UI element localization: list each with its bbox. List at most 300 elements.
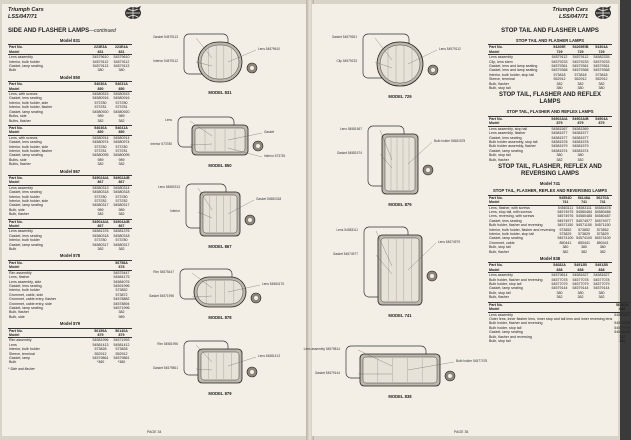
row-description: Rim assembly: [9, 270, 32, 275]
row-value: 54580515: [92, 92, 109, 97]
row-description: Interior, bulb holder: [9, 238, 40, 243]
row-description: Gasket, lamp seating: [9, 305, 43, 310]
row-value: 989: [118, 207, 125, 212]
part-no-label: Part No.: [488, 116, 549, 121]
row-value: 382: [598, 295, 605, 300]
triumph-globe-logo: [594, 6, 612, 20]
part-no-label: Part No.: [8, 328, 90, 333]
row-description: Rim assembly: [9, 338, 32, 343]
parts-table: [488, 116, 612, 162]
model-label: Model: [488, 200, 556, 205]
callout-label: Gasket: [264, 130, 275, 134]
row-value: 54577078: [551, 277, 568, 282]
row-value: 54574975: [557, 209, 574, 214]
parts-table: [8, 175, 132, 217]
bulb: [431, 68, 435, 72]
row-value: 989: [97, 114, 104, 119]
row-value: 54581579: [572, 144, 589, 149]
row-description: Gasket, lamp seating: [9, 64, 43, 69]
bulb: [256, 144, 260, 148]
row-value: 54581376: [92, 229, 109, 234]
part-number-cell: 223Е4А: [111, 45, 132, 50]
row-value: 54579861: [113, 356, 130, 360]
parts-table: [8, 44, 132, 72]
callout-label: Gasket 54579144: [314, 371, 340, 375]
row-value: 380: [581, 245, 588, 250]
bulb: [448, 374, 452, 378]
row-description: Bulb, stop tail: [489, 153, 511, 158]
part-no-label: Part No.: [8, 219, 90, 224]
row-value: 54571150: [557, 223, 574, 228]
row-description: Interior, bulb holder, side: [9, 100, 49, 105]
row-value: 573780: [115, 194, 128, 199]
row-description: Bulb, stop tail: [489, 245, 511, 250]
row-value: 54578882: [113, 297, 130, 302]
part-number-cell: 54904А: [591, 116, 612, 121]
bulb: [250, 370, 254, 374]
left-exploded-illustrations: [136, 14, 304, 424]
row-value: 54574100: [576, 236, 593, 241]
model-cell: 838: [613, 307, 631, 312]
row-description: Bulb, side: [9, 207, 25, 212]
row-description: Bulb, stop tail: [489, 290, 511, 295]
exploded-view: [149, 269, 284, 320]
row-value: 382: [97, 118, 104, 123]
row-description: Gasket, lens seating: [9, 283, 42, 288]
row-value: 54579112: [572, 55, 589, 60]
model-label: MODEL 878: [208, 315, 232, 320]
model-cell: 838: [549, 268, 570, 273]
model-cell: 741: [556, 200, 575, 205]
row-description: Grommet, cable entry, flasher: [9, 297, 57, 302]
row-value: 54574100: [557, 236, 574, 241]
model-cell: 850: [111, 130, 132, 135]
table-row: [488, 250, 612, 254]
row-description: Gasket, lamp seating: [489, 286, 523, 291]
row-description: Lens, with screws: [9, 135, 38, 140]
row-description: Sleeve, terminal: [9, 351, 35, 356]
row-value: 573818: [574, 72, 587, 77]
row-value: 380: [556, 86, 563, 91]
row-value: 573828: [94, 347, 107, 352]
row-value: 382: [562, 249, 569, 254]
row-value: 54580920: [113, 109, 130, 114]
row-value: 54579233: [593, 59, 610, 64]
row-description: Sleeve, terminal: [489, 77, 515, 82]
part-number-cell: 54912В: [591, 263, 612, 268]
row-description: Gasket, lens and lamp seating: [489, 68, 538, 73]
model-label: Model: [8, 130, 90, 135]
part-number-cell: 54904А/В: [111, 219, 132, 224]
part-number-cell: 56140А: [111, 328, 132, 333]
part-number-cell: 54902А/В: [570, 116, 591, 121]
row-value: 54579814: [551, 273, 568, 278]
row-value: 54581577: [572, 135, 589, 140]
model-label: MODEL 867: [208, 244, 232, 249]
row-value: 54580487: [594, 214, 611, 219]
row-value: 382: [577, 295, 584, 300]
callout-label: Lens 54581567: [340, 127, 362, 131]
row-value: 54580317: [113, 242, 130, 247]
lamp-lens: [201, 45, 239, 79]
row-description: Interior, bulb holder: [9, 194, 40, 199]
row-description: Bulb holder, flasher and reversing: [489, 321, 543, 326]
row-value: 54581578: [551, 139, 568, 144]
model-cell: 879: [549, 121, 570, 126]
row-description: Bulb holder, stop tail: [489, 282, 522, 287]
model-cell: 838: [591, 268, 612, 273]
row-value: 573780: [94, 238, 107, 243]
parts-table: [8, 81, 132, 123]
row-description: Gasket, lamp seating: [9, 203, 43, 208]
row-description: Lens, flasher, with screws: [489, 205, 530, 210]
row-description: Bulbs, flasher: [9, 162, 31, 167]
left-parts-column: [8, 26, 132, 371]
row-value: 573852: [559, 227, 572, 232]
callout-label: Interior 573780: [150, 142, 172, 146]
part-number-cell: 54269Е: [549, 45, 570, 50]
lamp-lens: [381, 238, 419, 302]
row-value: 382: [118, 310, 125, 315]
part-no-label: Part No.: [488, 263, 549, 268]
row-value: 552912: [595, 77, 608, 82]
left-page-header: Triumph Cars LSS/047/71: [8, 7, 44, 20]
bulb: [248, 218, 252, 222]
row-value: 850441: [559, 240, 572, 245]
row-value: 54579610: [113, 55, 130, 60]
model-cell: 729: [549, 50, 570, 55]
row-value: 54580974: [92, 140, 109, 145]
row-value: 54580974: [113, 140, 130, 145]
bulb: [426, 168, 430, 172]
row-value: 54581577: [551, 135, 568, 140]
row-description: Lens, reversing, with screws: [489, 214, 535, 219]
row-value: 382: [118, 118, 125, 123]
row-value: 54584175: [113, 275, 130, 280]
model-cell: 831: [111, 50, 132, 55]
row-value: 54580486: [594, 209, 611, 214]
table-row: [8, 119, 132, 123]
row-value: 54577079: [572, 282, 589, 287]
parts-table: [488, 195, 612, 254]
row-description: Bulb, flasher: [489, 249, 509, 254]
part-number-cell: 54554D: [556, 195, 575, 200]
row-description: Bulbs, flasher: [9, 118, 31, 123]
row-value: 54581627: [572, 273, 589, 278]
row-value: 54581376: [113, 229, 130, 234]
row-description: Lens, flasher: [9, 275, 30, 280]
row-value: 54581567: [551, 126, 568, 131]
row-value: 382: [577, 81, 584, 86]
model-label: Model: [488, 307, 613, 312]
callout-label: Interior: [170, 209, 180, 213]
part-number-cell: 54630А: [90, 82, 111, 87]
model-heading: Model 850: [59, 74, 81, 80]
row-value: 54579610: [92, 55, 109, 60]
right-exploded-illustrations: [303, 14, 488, 424]
part-no-label: Part No.: [488, 195, 556, 200]
callout-label: Lens 54579112: [439, 47, 461, 51]
row-description: Gasket, lens seating: [9, 140, 42, 145]
row-description: Bulb: [9, 360, 17, 365]
table-row: [488, 86, 612, 90]
part-number-cell: 54902А/А: [90, 175, 111, 180]
row-value: 54571993: [113, 338, 130, 343]
model-label: MODEL 729: [388, 94, 412, 99]
model-label: Model: [8, 224, 90, 229]
row-value: 573818: [595, 72, 608, 77]
model-cell: 729: [570, 50, 591, 55]
parts-table: [488, 302, 631, 344]
row-description: Clip, lens stem: [489, 59, 513, 64]
row-description: Bulb, stop tail: [489, 338, 511, 343]
callout-label: Lens 54579610: [258, 47, 280, 51]
part-number-cell: 223Е3А: [90, 45, 111, 50]
callout-label: Gasket 54579113: [153, 35, 178, 39]
model-label: MODEL 831: [208, 90, 232, 95]
model-heading: STOP TAIL, FLASHER, REFLEX AND REVERSING LAMPS: [492, 188, 608, 194]
row-value: 54574976: [557, 214, 574, 219]
model-heading: STOP TAIL AND FLASHER LAMPS: [515, 38, 585, 43]
row-description: Lens assembly, stop tail: [489, 126, 528, 131]
row-value: 54580318: [92, 233, 109, 238]
row-value: 54579361: [572, 64, 589, 69]
row-value: 380: [118, 68, 125, 73]
row-value: 380: [577, 153, 584, 158]
part-no-label: Part No.: [8, 45, 90, 50]
table-row: [488, 339, 631, 343]
section-title: STOP TAIL, FLASHER, REFLEX AND REVERSING LAMPS: [498, 163, 602, 177]
callout-label: Interior 54579112: [153, 59, 178, 63]
row-value: 382: [118, 247, 125, 252]
parts-table: [488, 262, 612, 299]
row-value: 54571150: [576, 223, 592, 228]
part-number-cell: 56758А: [111, 260, 132, 265]
row-value: 54583111: [576, 205, 592, 210]
left-page-number: PAGE 34: [147, 430, 162, 434]
row-value: 552912: [94, 351, 107, 356]
row-value: 54571150: [594, 223, 611, 228]
row-description: Bulbs, side: [9, 157, 27, 162]
row-value: 54579112: [551, 55, 568, 60]
lamp-lens: [363, 357, 437, 383]
part-no-label: Part No.: [8, 125, 90, 130]
row-value: 552912: [115, 351, 128, 356]
model-label: MODEL 879: [388, 202, 412, 207]
exploded-view: [151, 117, 286, 168]
row-description: Bulb holder, flasher and reversing: [489, 223, 543, 228]
parts-table: [8, 328, 132, 365]
row-description: Grommet, cable entry, side: [9, 301, 52, 306]
row-value: 573818: [553, 72, 566, 77]
row-value: 382: [118, 212, 125, 217]
callout-label: Rim 54575447: [153, 270, 174, 274]
row-value: 573852: [578, 227, 591, 232]
row-value: 54579113: [92, 64, 109, 69]
parts-table: [8, 125, 132, 167]
row-description: Bulb holder, flasher and reversing: [489, 277, 543, 282]
model-label: Model: [488, 50, 549, 55]
model-cell: 850: [90, 87, 111, 92]
row-value: 54580095: [92, 153, 109, 158]
model-cell: 850: [90, 130, 111, 135]
row-value: 54580916: [113, 96, 130, 101]
row-value: 54581574: [572, 148, 589, 153]
row-description: Grommet, cable, side: [9, 292, 44, 297]
row-value: 54578894: [113, 301, 130, 306]
row-description: Interior, bulb holder: [9, 347, 40, 352]
row-value: 54580916: [92, 96, 109, 101]
section-title: STOP TAIL, FLASHER AND REFLEX LAMPS: [498, 92, 602, 106]
part-number-cell: 56159А: [90, 328, 111, 333]
row-value: 989: [118, 157, 125, 162]
row-description: Gasket, lamp seating: [9, 242, 43, 247]
part-number-cell: 54912В: [570, 263, 591, 268]
model-label: Model: [8, 87, 90, 92]
row-value: 54577079: [614, 325, 631, 330]
part-number-cell: 54304А: [591, 45, 612, 50]
table-row: [488, 158, 612, 162]
row-value: 382: [118, 162, 125, 167]
row-value: 54591996: [113, 283, 130, 288]
row-value: 54582437: [614, 312, 631, 317]
table-row: [8, 315, 132, 319]
lamp-lens: [195, 128, 245, 152]
row-value: 380: [577, 86, 584, 91]
callout-label: Gasket 54580318: [256, 197, 282, 201]
part-number-cell: 54902А/В: [111, 175, 132, 180]
row-description: Lens assembly: [489, 55, 513, 60]
row-value: 54580318: [92, 190, 109, 195]
row-value: 573780: [115, 100, 128, 105]
callout-label: Bulb holder 54577078: [456, 359, 488, 363]
row-value: 54581579: [551, 144, 568, 149]
row-value: 989: [97, 157, 104, 162]
exploded-view: [158, 184, 281, 249]
row-description: Gasket, lamp seating: [489, 330, 523, 335]
row-value: 382: [556, 157, 563, 162]
row-value: 380: [619, 338, 626, 343]
part-no-label: Part No.: [8, 260, 111, 265]
callout-label: Lens 54574975: [438, 240, 460, 244]
row-value: 989: [118, 114, 125, 119]
table-row: [8, 247, 132, 251]
row-value: 989: [97, 207, 104, 212]
part-no-label: Part No.: [488, 302, 613, 307]
row-description: Bulb: [9, 68, 17, 73]
row-value: 552912: [574, 77, 587, 82]
row-value: 54579144: [614, 330, 631, 335]
model-heading: Model 838: [539, 256, 561, 262]
model-cell: 879: [570, 121, 591, 126]
lamp-lens: [385, 137, 415, 191]
row-value: 54580318: [113, 233, 130, 238]
row-value: 552912: [553, 77, 566, 82]
callout-label: Lens: [165, 118, 172, 122]
row-value: 54580920: [92, 109, 109, 114]
row-value: 380: [599, 245, 606, 250]
row-value: 380: [97, 68, 104, 73]
table-row: [8, 68, 132, 72]
row-value: 382: [599, 249, 606, 254]
row-value: 54580515: [113, 92, 130, 97]
model-label: Model: [488, 121, 549, 126]
row-value: 380: [577, 290, 584, 295]
row-value: 54579361: [593, 64, 610, 69]
row-description: Interior, bulb holder, side: [9, 144, 49, 149]
row-description: Gasket, lamp seating: [489, 148, 523, 153]
row-value: 54580317: [113, 203, 130, 208]
row-value: 573852: [596, 227, 609, 232]
callout-label: Gasket 54574977: [332, 252, 358, 256]
row-value: 850441: [578, 240, 591, 245]
row-value: 54583111: [557, 205, 574, 210]
exploded-view: [332, 34, 461, 99]
row-value: 54579113: [113, 64, 130, 69]
row-value: 54581412: [113, 342, 130, 347]
model-label: Model: [8, 333, 90, 338]
row-value: 54580317: [92, 242, 109, 247]
part-number-cell: 54904А/А: [90, 219, 111, 224]
row-value: 573780: [94, 100, 107, 105]
row-value: 573781: [115, 105, 128, 110]
row-description: Lens assembly, side: [9, 279, 42, 284]
lamp-lens: [380, 45, 420, 83]
row-value: 54584076: [113, 279, 130, 284]
row-description: Interior, bulb holder, flasher and reversing: [489, 227, 556, 232]
lamp-lens: [203, 195, 237, 233]
row-value: 54579368: [593, 68, 610, 73]
row-value: 573780: [94, 194, 107, 199]
row-value: 382: [598, 81, 605, 86]
exploded-view: [333, 227, 460, 318]
model-label: Model: [488, 268, 549, 273]
row-value: 382: [97, 162, 104, 167]
row-value: 382: [581, 249, 588, 254]
left-page: [2, 4, 308, 436]
table-row: [488, 295, 612, 299]
row-value: 54579112: [113, 59, 130, 64]
model-cell: 741: [593, 200, 612, 205]
model-label: MODEL 850: [208, 163, 232, 168]
row-value: 382: [619, 334, 626, 339]
row-description: Bulb, flasher and reversing: [489, 334, 532, 339]
parts-table: [488, 44, 612, 90]
row-value: 54581996: [92, 338, 109, 343]
part-no-label: Part No.: [8, 175, 90, 180]
row-description: Bulb holder assembly, stop tail: [489, 139, 538, 144]
callout-label: Lens 54583111: [336, 228, 358, 232]
row-description: Bulb: [9, 247, 17, 252]
row-description: Lens assembly: [9, 229, 33, 234]
callout-label: Gasket 54579861: [152, 366, 178, 370]
row-value: 54581577: [572, 131, 589, 136]
row-value: 380: [556, 153, 563, 158]
row-description: Gasket, lamp: [9, 356, 31, 360]
callout-label: Lens assembly 54579814: [303, 347, 340, 351]
row-value: 54580317: [92, 203, 109, 208]
model-heading: Model 831: [59, 38, 81, 43]
bulb: [250, 66, 254, 70]
model-label: MODEL 838: [388, 394, 412, 399]
part-number-cell: 54631А: [111, 82, 132, 87]
row-value: 573781: [94, 105, 107, 110]
parts-table: [8, 219, 132, 252]
row-value: 382: [556, 81, 563, 86]
row-description: Interior, bulb holder, flasher: [9, 148, 53, 153]
model-cell: 838: [570, 268, 591, 273]
model-cell: 879: [591, 121, 612, 126]
